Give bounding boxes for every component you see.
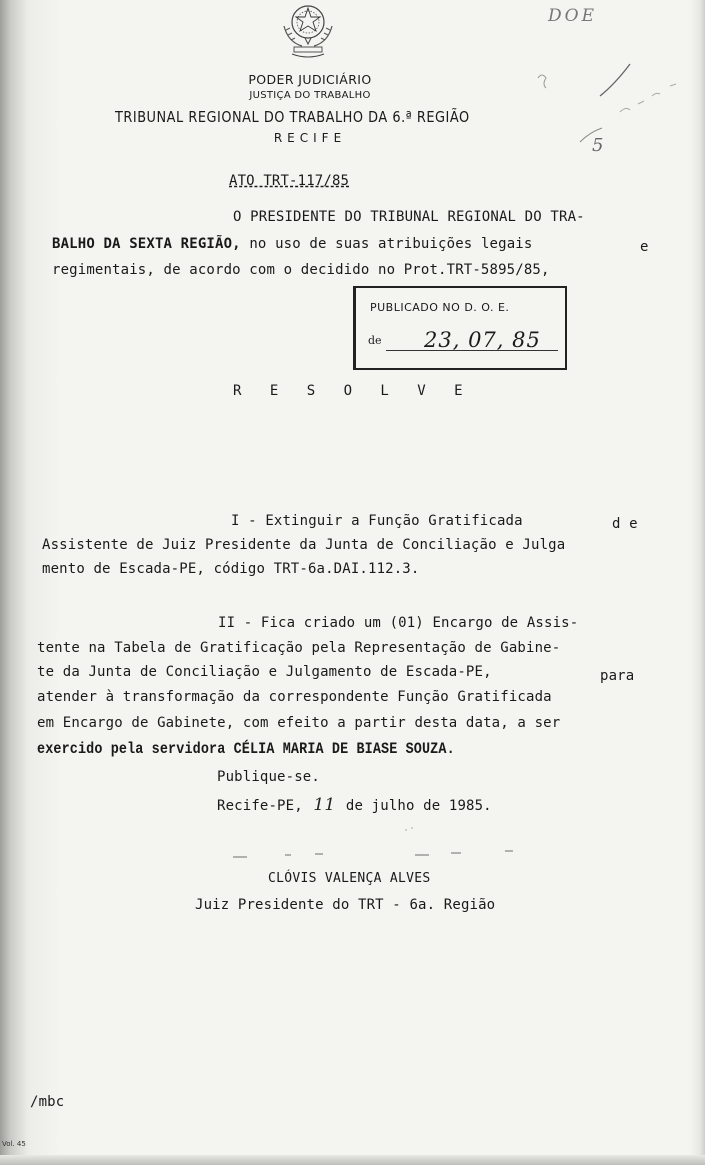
stamp-date-line (386, 350, 558, 351)
preamble-line3: regimentais, de acordo com o decidido no Prot.TRT-5895/85, (52, 262, 550, 278)
item1-line1-end: d e (612, 516, 638, 532)
preamble-line1: O PRESIDENTE DO TRIBUNAL REGIONAL DO TRA- (233, 209, 585, 225)
letterhead-city: RECIFE (273, 131, 347, 145)
item2-line6: exercido pela servidora CÉLIA MARIA DE BIASE SOUZA. (37, 740, 455, 758)
page-bottom-edge (0, 1155, 705, 1165)
letterhead-tribunal: TRIBUNAL REGIONAL DO TRABALHO DA 6.ª REGIÃO (115, 108, 470, 126)
letterhead-line1: PODER JUDICIÁRIO (248, 72, 372, 87)
typist-initials: /mbc (30, 1094, 65, 1110)
handwritten-doe-note: DOE (548, 6, 597, 26)
stamp-de-label: de (368, 334, 382, 347)
item1-line1: I - Extinguir a Função Gratificada (231, 513, 523, 529)
item2-line3-end: para (600, 668, 635, 684)
resolve-heading: R E S O L V E (233, 383, 473, 399)
item2-line2: tente na Tabela de Gratificação pela Representação de Gabine- (37, 640, 561, 656)
handwritten-margin-number: 5 (592, 135, 604, 156)
handwritten-day: 11 (313, 795, 336, 815)
letterhead-line2: JUSTIÇA DO TRABALHO (249, 90, 371, 101)
preamble-line2 (52, 236, 532, 252)
coat-of-arms-seal-icon (272, 0, 344, 62)
place-suffix: de julho de 1985. (345, 798, 492, 814)
preamble-line2-text: no uso de suas atribuições legais (249, 236, 533, 252)
stamp-handwritten-date: 23, 07, 85 (424, 328, 541, 352)
item2-line1: II - Fica criado um (01) Encargo de Assis- (218, 615, 579, 631)
place-prefix: Recife-PE, (217, 798, 303, 814)
act-title: ATO TRT-117/85 (229, 173, 350, 189)
place-date (217, 795, 492, 815)
item2-line4: atender à transformação da correspondente Função Gratificada (37, 689, 552, 705)
preamble-line2-entity: BALHO DA SEXTA REGIÃO, (52, 236, 241, 252)
item1-line2: Assistente de Juiz Presidente da Junta de Conciliação e Julga (42, 537, 566, 553)
signatory-name: CLÓVIS VALENÇA ALVES (268, 871, 431, 886)
publish-order: Publique-se. (217, 769, 320, 785)
item2-line3: te da Junta de Conciliação e Julgamento de Escada-PE, (37, 664, 492, 680)
stamp-label: PUBLICADO NO D. O. E. (370, 301, 510, 314)
item2-line5: em Encargo de Gabinete, com efeito a partir desta data, a ser (37, 715, 561, 731)
item1-line3: mento de Escada-PE, código TRT-6a.DAI.112.3. (42, 561, 420, 577)
volume-label: Vol. 45 (2, 1140, 26, 1148)
publication-stamp (353, 286, 567, 370)
preamble-line2-end: e (640, 239, 649, 255)
pencil-marks-icon (520, 56, 700, 166)
signatory-title: Juiz Presidente do TRT - 6a. Região (195, 897, 496, 913)
signature-dashes-icon (225, 825, 545, 865)
